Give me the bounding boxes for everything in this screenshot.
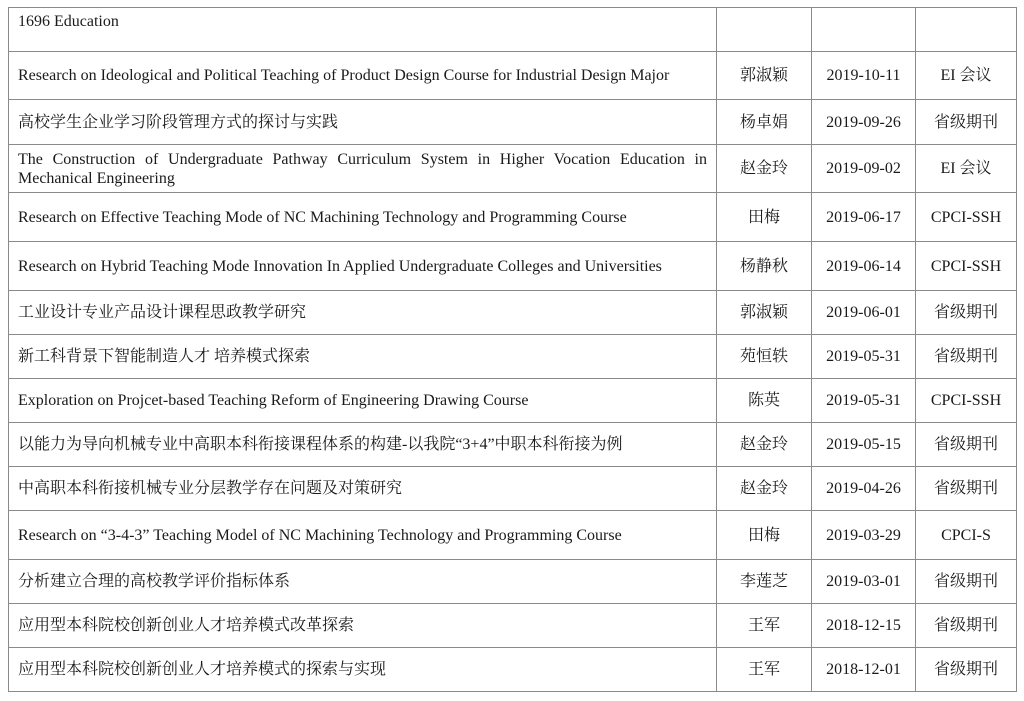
- author: 田梅: [717, 193, 812, 242]
- publication-type: 省级期刊: [916, 560, 1017, 604]
- empty-cell: [717, 8, 812, 52]
- publish-date: 2019-06-17: [812, 193, 916, 242]
- paper-title: Research on Ideological and Political Teaching of Product Design Course for Industrial Design Major: [9, 52, 717, 100]
- publish-date: 2019-10-11: [812, 52, 916, 100]
- publish-date: 2019-04-26: [812, 467, 916, 511]
- paper-title: 以能力为导向机械专业中高职本科衔接课程体系的构建-以我院“3+4”中职本科衔接为例: [9, 423, 717, 467]
- author: 陈英: [717, 379, 812, 423]
- paper-title: 高校学生企业学习阶段管理方式的探讨与实践: [9, 100, 717, 145]
- author: 李莲芝: [717, 560, 812, 604]
- publish-date: 2019-06-14: [812, 242, 916, 291]
- empty-cell: [916, 8, 1017, 52]
- empty-cell: [812, 8, 916, 52]
- author: 赵金玲: [717, 467, 812, 511]
- table-row: [9, 52, 1017, 100]
- table-row: [9, 335, 1017, 379]
- paper-title: Research on Hybrid Teaching Mode Innovation In Applied Undergraduate Colleges and Universities: [9, 242, 717, 291]
- publication-type: EI 会议: [916, 145, 1017, 193]
- publications-table: [8, 7, 1017, 692]
- table-row: [9, 242, 1017, 291]
- table-row: [9, 604, 1017, 648]
- author: 郭淑颖: [717, 291, 812, 335]
- table-row: [9, 379, 1017, 423]
- publication-type: CPCI-SSH: [916, 379, 1017, 423]
- table-row: [9, 145, 1017, 193]
- publication-type: 省级期刊: [916, 648, 1017, 692]
- author: 苑恒轶: [717, 335, 812, 379]
- publication-type: 省级期刊: [916, 423, 1017, 467]
- author: 王军: [717, 604, 812, 648]
- publication-type: 省级期刊: [916, 335, 1017, 379]
- publish-date: 2019-05-31: [812, 379, 916, 423]
- paper-title: 应用型本科院校创新创业人才培养模式的探索与实现: [9, 648, 717, 692]
- table-row: [9, 467, 1017, 511]
- publish-date: 2019-03-01: [812, 560, 916, 604]
- table-row: [9, 511, 1017, 560]
- paper-title: Research on “3-4-3” Teaching Model of NC Machining Technology and Programming Course: [9, 511, 717, 560]
- paper-title: 应用型本科院校创新创业人才培养模式改革探索: [9, 604, 717, 648]
- publish-date: 2019-09-26: [812, 100, 916, 145]
- publish-date: 2019-06-01: [812, 291, 916, 335]
- publication-type: 省级期刊: [916, 291, 1017, 335]
- author: 王军: [717, 648, 812, 692]
- table-row: [9, 100, 1017, 145]
- section-title: 1696 Education: [9, 8, 717, 52]
- publish-date: 2018-12-01: [812, 648, 916, 692]
- publication-type: CPCI-SSH: [916, 193, 1017, 242]
- publication-type: EI 会议: [916, 52, 1017, 100]
- publication-type: CPCI-S: [916, 511, 1017, 560]
- author: 赵金玲: [717, 145, 812, 193]
- author: 田梅: [717, 511, 812, 560]
- publication-type: CPCI-SSH: [916, 242, 1017, 291]
- publish-date: 2019-03-29: [812, 511, 916, 560]
- author: 杨卓娟: [717, 100, 812, 145]
- publish-date: 2018-12-15: [812, 604, 916, 648]
- author: 郭淑颖: [717, 52, 812, 100]
- paper-title: 工业设计专业产品设计课程思政教学研究: [9, 291, 717, 335]
- paper-title: 新工科背景下智能制造人才 培养模式探索: [9, 335, 717, 379]
- publish-date: 2019-09-02: [812, 145, 916, 193]
- author: 杨静秋: [717, 242, 812, 291]
- publication-type: 省级期刊: [916, 604, 1017, 648]
- publish-date: 2019-05-15: [812, 423, 916, 467]
- table-row: [9, 291, 1017, 335]
- author: 赵金玲: [717, 423, 812, 467]
- table-row: [9, 560, 1017, 604]
- paper-title: 分析建立合理的高校教学评价指标体系: [9, 560, 717, 604]
- publication-type: 省级期刊: [916, 467, 1017, 511]
- table-row: [9, 648, 1017, 692]
- paper-title: 中高职本科衔接机械专业分层教学存在问题及对策研究: [9, 467, 717, 511]
- publication-type: 省级期刊: [916, 100, 1017, 145]
- table-row: [9, 423, 1017, 467]
- paper-title: Exploration on Projcet-based Teaching Reform of Engineering Drawing Course: [9, 379, 717, 423]
- section-header-row: [9, 8, 1017, 52]
- table-row: [9, 193, 1017, 242]
- paper-title: Research on Effective Teaching Mode of NC Machining Technology and Programming Course: [9, 193, 717, 242]
- publish-date: 2019-05-31: [812, 335, 916, 379]
- paper-title: The Construction of Undergraduate Pathway Curriculum System in Higher Vocation Education in Mechanical Engineering: [9, 145, 717, 193]
